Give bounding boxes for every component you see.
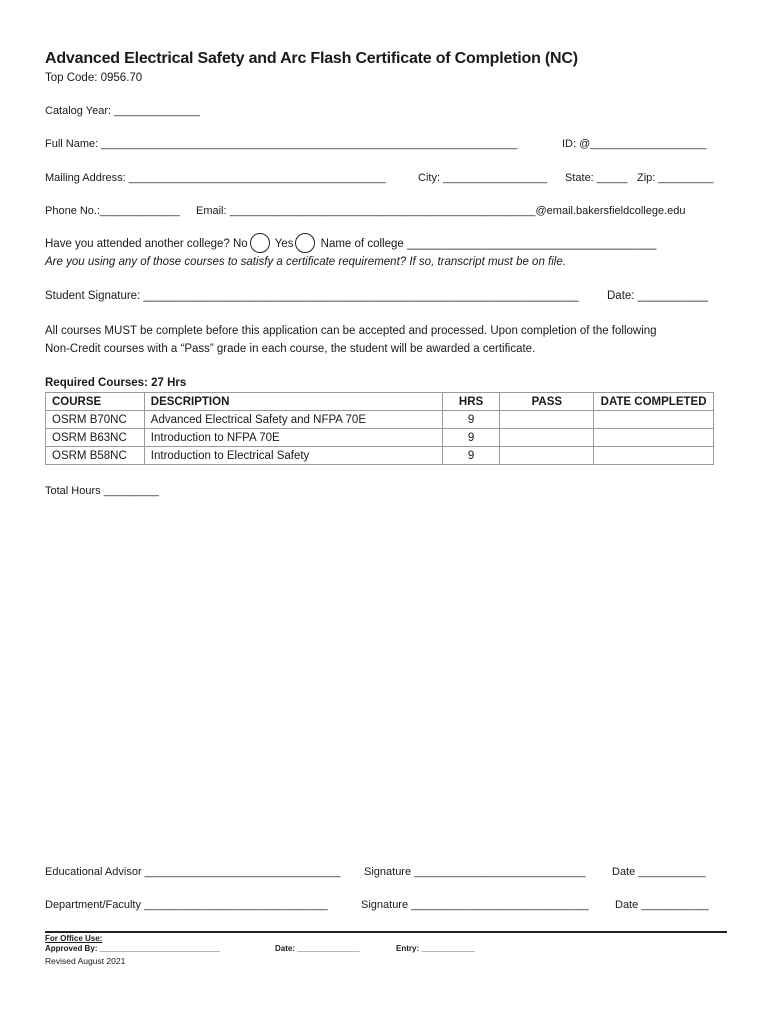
date-completed-cell[interactable]	[594, 411, 714, 429]
header-pass: PASS	[500, 393, 594, 411]
form-title: Advanced Electrical Safety and Arc Flash Certificate of Completion (NC)	[45, 50, 578, 67]
course-code: OSRM B63NC	[46, 429, 145, 447]
city-field[interactable]: City: _________________	[418, 172, 548, 184]
office-divider	[45, 931, 727, 933]
yes-radio[interactable]	[295, 233, 315, 253]
department-date-field[interactable]: Date ___________	[615, 899, 709, 911]
header-course: COURSE	[46, 393, 145, 411]
total-hours-field[interactable]: Total Hours _________	[45, 485, 159, 497]
course-hrs: 9	[442, 447, 500, 465]
attended-college-row	[45, 233, 656, 253]
office-date-field[interactable]: Date: ______________	[275, 944, 360, 953]
table-row	[46, 411, 714, 429]
header-hrs: HRS	[442, 393, 500, 411]
pass-cell[interactable]	[500, 429, 594, 447]
student-id-field[interactable]: ID: @___________________	[562, 138, 707, 150]
courses-table	[45, 392, 714, 465]
entry-field[interactable]: Entry: ____________	[396, 944, 475, 953]
course-description: Introduction to Electrical Safety	[144, 447, 442, 465]
mailing-address-field[interactable]: Mailing Address: __________________________________________	[45, 172, 386, 184]
transcript-note: Are you using any of those courses to satisfy a certificate requirement? If so, transcript must be on file.	[45, 256, 566, 268]
phone-field[interactable]: Phone No.:_____________	[45, 205, 180, 217]
approved-by-field[interactable]: Approved By: ___________________________	[45, 944, 220, 953]
date-completed-cell[interactable]	[594, 447, 714, 465]
course-description: Introduction to NFPA 70E	[144, 429, 442, 447]
advisor-signature-field[interactable]: Signature ____________________________	[364, 866, 586, 878]
full-name-field[interactable]: Full Name: ____________________________________________________________________	[45, 138, 518, 150]
table-row	[46, 429, 714, 447]
college-name-field[interactable]: Name of college _______________________________________	[320, 238, 657, 250]
intro-text-line2: Non-Credit courses with a “Pass” grade in each course, the student will be awarded a certificate.	[45, 343, 536, 355]
table-row	[46, 447, 714, 465]
department-field[interactable]: Department/Faculty ______________________________	[45, 899, 328, 911]
intro-text-line1: All courses MUST be complete before this application can be accepted and processed. Upon completion of the following	[45, 325, 657, 337]
advisor-field[interactable]: Educational Advisor ________________________________	[45, 866, 341, 878]
yes-label: Yes	[274, 238, 294, 250]
student-signature-field[interactable]: Student Signature: ____________________________________________________________________	[45, 290, 579, 302]
advisor-date-field[interactable]: Date ___________	[612, 866, 706, 878]
no-radio[interactable]	[250, 233, 270, 253]
header-description: DESCRIPTION	[144, 393, 442, 411]
course-code: OSRM B58NC	[46, 447, 145, 465]
attended-question: Have you attended another college?	[45, 238, 230, 250]
course-hrs: 9	[442, 411, 500, 429]
zip-field[interactable]: Zip: _________	[637, 172, 714, 184]
course-hrs: 9	[442, 429, 500, 447]
course-code: OSRM B70NC	[46, 411, 145, 429]
state-field[interactable]: State: _____	[565, 172, 628, 184]
date-completed-cell[interactable]	[594, 429, 714, 447]
course-description: Advanced Electrical Safety and NFPA 70E	[144, 411, 442, 429]
table-header-row	[46, 393, 714, 411]
pass-cell[interactable]	[500, 447, 594, 465]
top-code: Top Code: 0956.70	[45, 72, 143, 84]
department-signature-field[interactable]: Signature _____________________________	[361, 899, 589, 911]
office-use-heading: For Office Use:	[45, 934, 103, 943]
student-date-field[interactable]: Date: ___________	[607, 290, 709, 302]
pass-cell[interactable]	[500, 411, 594, 429]
email-field[interactable]: Email: __________________________________________________@email.bakersfieldcollege.edu	[196, 205, 686, 217]
no-label: No	[232, 238, 248, 250]
catalog-year-field[interactable]: Catalog Year: ______________	[45, 105, 200, 117]
revised-date: Revised August 2021	[45, 956, 126, 966]
required-courses-heading: Required Courses: 27 Hrs	[45, 377, 187, 389]
header-date-completed: DATE COMPLETED	[594, 393, 714, 411]
